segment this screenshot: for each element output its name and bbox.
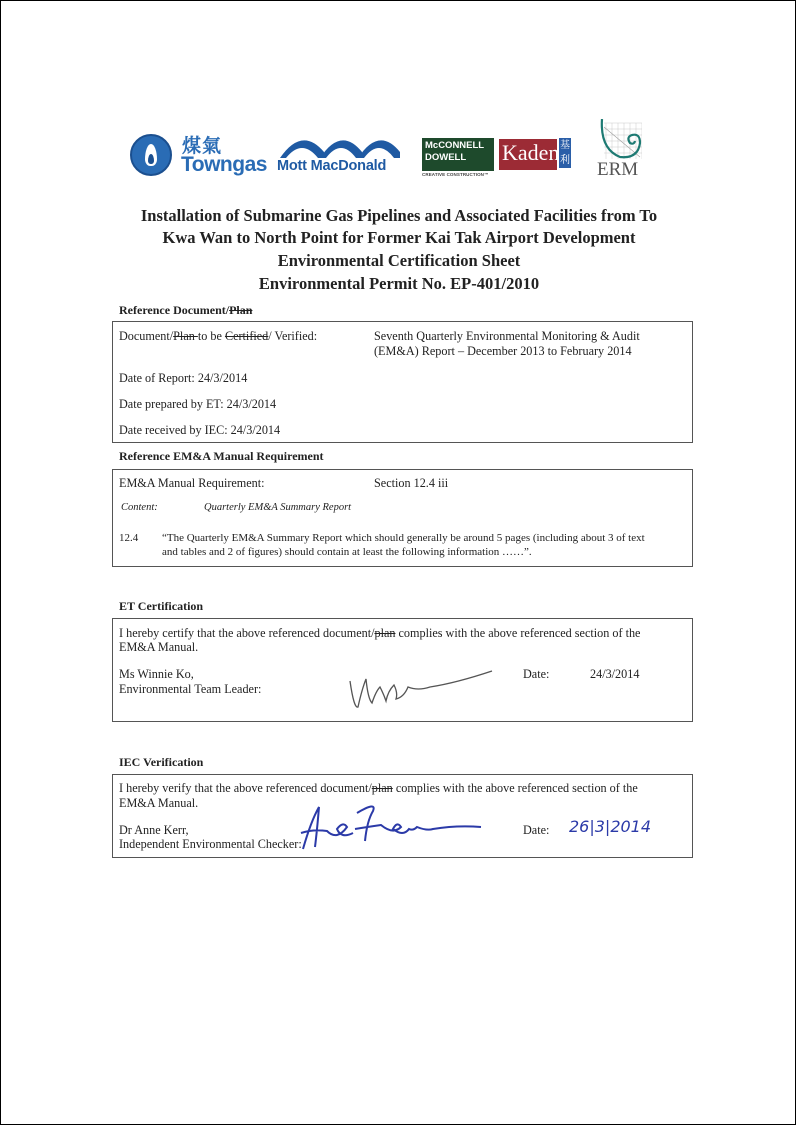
iec-signature: [297, 801, 487, 853]
iec-signatory-role: Independent Environmental Checker:: [119, 837, 302, 851]
iec-verification-heading: IEC Verification: [119, 755, 204, 769]
label-text: to be: [197, 329, 225, 343]
dowell-text: DOWELL: [425, 152, 467, 163]
et-statement-line-1: [119, 626, 640, 641]
page-title-line-1: Installation of Submarine Gas Pipelines and Associated Facilities from To: [140, 206, 658, 225]
iec-date-value: 26|3|2014: [569, 817, 652, 836]
statement-text: I hereby certify that the above referenced document/: [119, 626, 375, 640]
manual-section: Section 12.4 iii: [374, 476, 449, 490]
struck-text: Plan: [173, 329, 198, 343]
struck-text: plan: [371, 781, 393, 795]
et-certification-heading: ET Certification: [119, 599, 204, 613]
et-statement-line-2: EM&A Manual.: [119, 640, 199, 654]
iec-statement-line-2: EM&A Manual.: [119, 796, 199, 810]
kaden-logo-text: Kaden: [502, 140, 560, 165]
document-title-line-2: (EM&A) Report – December 2013 to February 2014: [374, 344, 632, 358]
towngas-logo-text: Towngas: [181, 153, 267, 176]
struck-text: plan: [374, 626, 396, 640]
manual-requirement-label: EM&A Manual Requirement:: [119, 476, 265, 490]
content-value: Quarterly EM&A Summary Report: [204, 502, 352, 513]
sheet-title: Environmental Certification Sheet: [277, 251, 521, 270]
reference-document-heading: [119, 303, 252, 318]
heading-text: Reference Document/: [119, 303, 230, 317]
kaden-chinese-name: 基利: [560, 140, 570, 166]
page-title-line-2: Kwa Wan to North Point for Former Kai Tak Airport Development: [162, 228, 636, 247]
flame-inner-icon: [148, 154, 154, 164]
iec-statement-line-1: [119, 781, 638, 796]
iec-date-label: Date:: [523, 823, 550, 837]
mcconnell-tagline: CREATIVE CONSTRUCTION™: [422, 172, 489, 177]
date-received-by-iec: Date received by IEC: 24/3/2014: [119, 423, 281, 437]
et-signatory-role: Environmental Team Leader:: [119, 682, 262, 696]
permit-number: Environmental Permit No. EP-401/2010: [258, 274, 540, 293]
mcconnell-text: McCONNELL: [425, 140, 485, 151]
date-of-report: Date of Report: 24/3/2014: [119, 371, 248, 385]
towngas-chinese-name: 煤氣: [182, 135, 223, 157]
statement-text: complies with the above referenced section of the: [392, 781, 638, 795]
et-date-value: 24/3/2014: [590, 667, 640, 681]
document-title-line-1: Seventh Quarterly Environmental Monitoring & Audit: [374, 329, 640, 343]
label-text: Document/: [119, 329, 174, 343]
label-text: / Verified:: [268, 329, 318, 343]
clause-text-line-2: and tables and 2 of figures) should contain at least the following information ……”.: [162, 546, 532, 558]
statement-text: complies with the above referenced section of the: [395, 626, 641, 640]
iec-signatory-name: Dr Anne Kerr,: [119, 823, 189, 837]
date-prepared-by-et: Date prepared by ET: 24/3/2014: [119, 397, 277, 411]
mott-macdonald-arches-icon: [280, 132, 400, 158]
et-signatory-name: Ms Winnie Ko,: [119, 667, 194, 681]
content-label: Content:: [121, 502, 158, 513]
et-signature: [346, 669, 496, 717]
statement-text: I hereby verify that the above referenced document/: [119, 781, 372, 795]
document-label: [119, 329, 317, 344]
erm-logo-text: ERM: [597, 159, 639, 180]
et-date-label: Date:: [523, 667, 550, 681]
clause-text-line-1: “The Quarterly EM&A Summary Report which should generally be around 5 pages (including about 3 of text: [162, 532, 645, 544]
struck-text: Certified: [224, 329, 269, 343]
mott-macdonald-logo-text: Mott MacDonald: [277, 158, 387, 174]
manual-requirement-heading: Reference EM&A Manual Requirement: [119, 449, 324, 463]
erm-spiral-grid-icon: [598, 119, 642, 159]
clause-number: 12.4: [119, 532, 139, 544]
struck-text: Plan: [229, 303, 253, 317]
